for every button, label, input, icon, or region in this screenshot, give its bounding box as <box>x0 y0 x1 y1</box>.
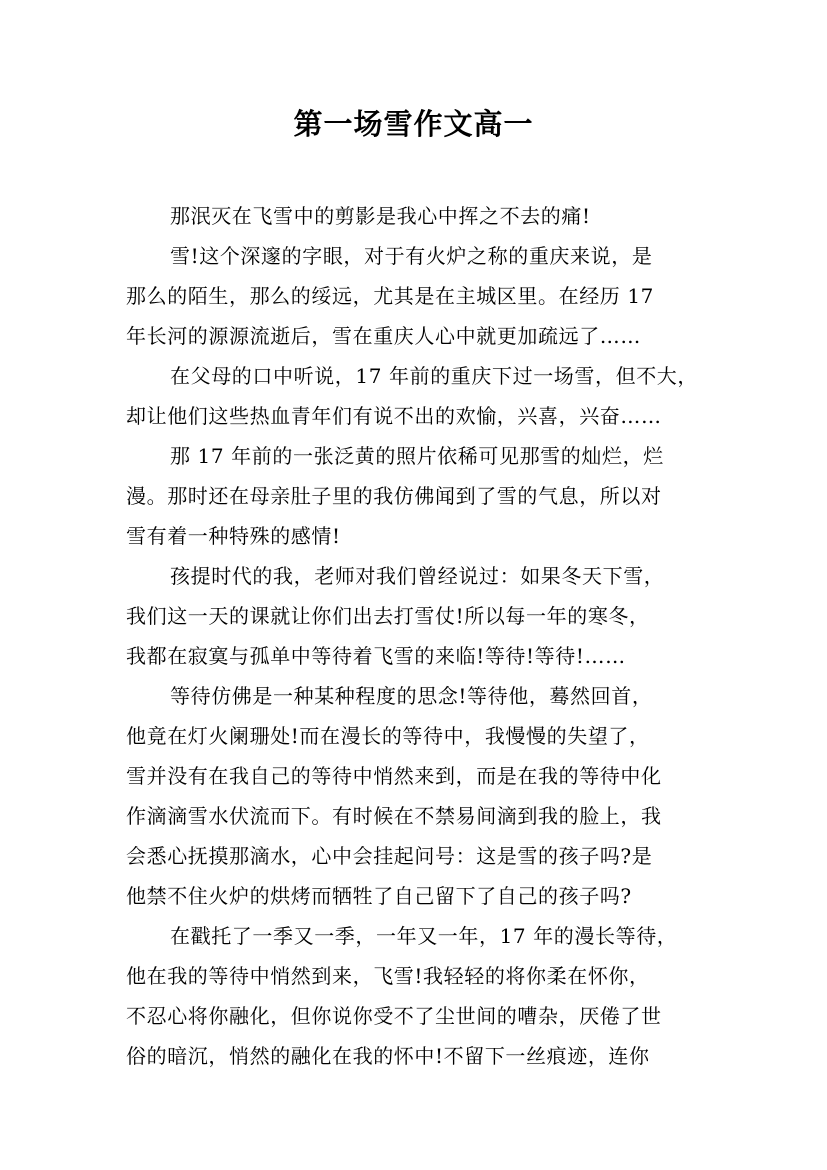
paragraph-first-line: 那 17 年前的一张泛黄的照片依稀可见那雪的灿烂，烂 <box>170 444 664 468</box>
paragraph-first-line: 那泯灭在飞雪中的剪影是我心中挥之不去的痛! <box>170 204 591 228</box>
paragraph <box>126 676 726 916</box>
document-title: 第一场雪作文高一 <box>293 107 534 141</box>
paragraph-line: 雪并没有在我自己的等待中悄然来到，而是在我的等待中化 <box>126 764 662 788</box>
paragraph <box>126 436 726 556</box>
paragraph <box>126 196 726 236</box>
paragraph-line: 不忍心将你融化，但你说你受不了尘世间的嘈杂，厌倦了世 <box>126 1004 662 1028</box>
paragraph-line: 那么的陌生，那么的绥远，尤其是在主城区里。在经历 17 <box>126 284 655 308</box>
paragraph-first-line: 等待仿佛是一种某种程度的思念!等待他，蓦然回首， <box>170 684 653 708</box>
paragraph-line: 他禁不住火炉的烘烤而牺牲了自己留下了自己的孩子吗? <box>126 884 632 908</box>
paragraph-line: 作滴滴雪水伏流而下。有时候在不禁易间滴到我的脸上，我 <box>126 804 662 828</box>
paragraph <box>126 236 726 356</box>
paragraph-line: 年长河的源源流逝后，雪在重庆人心中就更加疏远了…… <box>126 324 641 348</box>
paragraph-line: 他在我的等待中悄然到来，飞雪!我轻轻的将你柔在怀你， <box>126 964 650 988</box>
paragraph <box>126 556 726 676</box>
paragraph-line: 却让他们这些热血青年们有说不出的欢愉，兴喜，兴奋…… <box>126 404 662 428</box>
paragraph-line: 漫。那时还在母亲肚子里的我仿佛闻到了雪的气息，所以对 <box>126 484 662 508</box>
paragraph-first-line: 在父母的口中听说，17 年前的重庆下过一场雪，但不大， <box>170 364 699 388</box>
paragraph-line: 我都在寂寞与孤单中等待着飞雪的来临!等待!等待!…… <box>126 644 626 668</box>
paragraph-first-line: 孩提时代的我，老师对我们曾经说过：如果冬天下雪， <box>170 564 665 588</box>
paragraph <box>126 356 726 436</box>
paragraph-line: 我们这一天的课就让你们出去打雪仗!所以每一年的寒冬， <box>126 604 650 628</box>
paragraph-line: 雪有着一种特殊的感情! <box>126 524 341 548</box>
paragraph-first-line: 在戳托了一季又一季，一年又一年，17 年的漫长等待， <box>170 924 678 948</box>
paragraph-line: 俗的暗沉，悄然的融化在我的怀中!不留下一丝痕迹，连你 <box>126 1044 650 1068</box>
document-body <box>126 196 726 1076</box>
paragraph-first-line: 雪!这个深邃的字眼，对于有火炉之称的重庆来说，是 <box>170 244 653 268</box>
paragraph-line: 会悉心抚摸那滴水，心中会挂起问号：这是雪的孩子吗?是 <box>126 844 653 868</box>
paragraph-line: 他竟在灯火阑珊处!而在漫长的等待中，我慢慢的失望了， <box>126 724 650 748</box>
paragraph <box>126 916 726 1076</box>
